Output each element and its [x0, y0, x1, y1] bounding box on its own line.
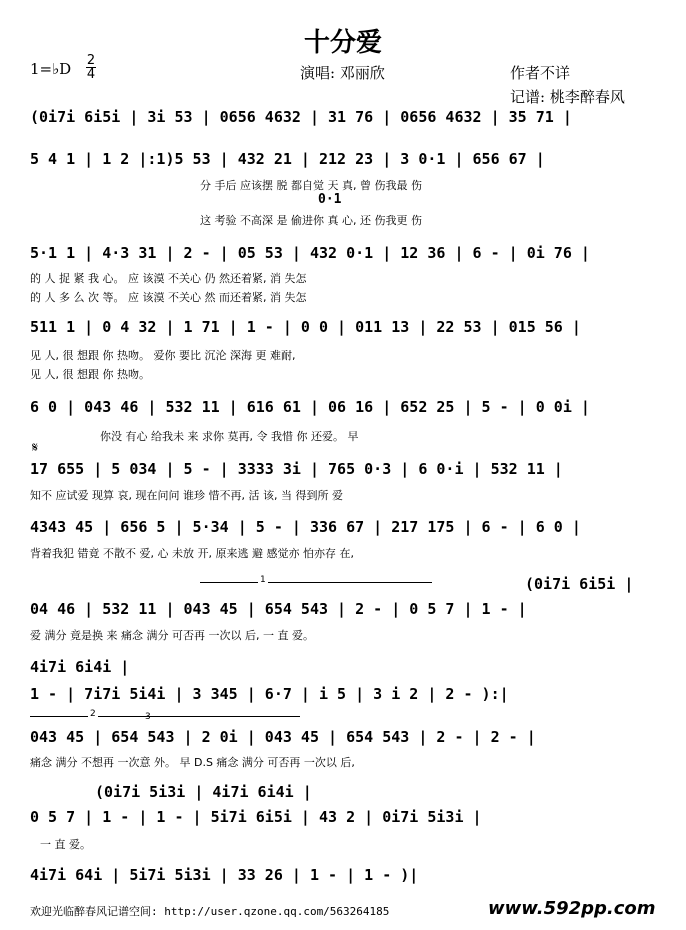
score-line-12: 4i7i 64i | 5i7i 5i3i | 33 26 | 1 - | 1 - )| — [30, 866, 419, 884]
volta-1-bracket — [200, 582, 432, 583]
lyric-line-2: 分 手后 应该摆 脱 都自觉 天 真, 曾 伤我最 伤 — [200, 179, 422, 192]
lyric-line-4a: 见 人, 很 想跟 你 热吻。 爱你 要比 沉沦 深海 更 难耐, — [30, 349, 296, 362]
lyric-line-4b: 见 人, 很 想跟 你 热吻。 — [30, 368, 150, 381]
score-line-5: 6 0 | 043 46 | 532 11 | 616 61 | 06 16 | 652 25 | 5 - | 0 0i | — [30, 398, 590, 416]
score-line-8: 04 46 | 532 11 | 043 45 | 654 543 | 2 - | 0 5 7 | 1 - | — [30, 600, 527, 618]
score-line-6: 17 655 | 5 034 | 5 - | 3333 3i | 765 0·3 | 6 0·i | 532 11 | — [30, 460, 563, 478]
singer-credit: 演唱: 邓丽欣 — [300, 64, 385, 82]
score-line-10: 043 45 | 654 543 | 2 0i | 043 45 | 654 543 | 2 - | 2 - | — [30, 728, 536, 746]
volta-1-label: 1 — [260, 575, 266, 585]
lyric-line-11: 一 直 爱。 — [40, 838, 91, 851]
score-line-2-alt: 0·1 — [318, 192, 342, 207]
score-line-2: 5 4 1 | 1 2 |:1)5 53 | 432 21 | 212 23 | 3 0·1 | 656 67 | — [30, 150, 545, 168]
song-title: 十分爱 — [303, 28, 382, 58]
lyric-line-7: 背着我犯 错竟 不散不 爱, 心 未放 开, 原来逃 避 感觉亦 怕亦存 在, — [30, 547, 354, 560]
score-line-1: (0i7i 6i5i | 3i 53 | 0656 4632 | 31 76 | 0656 4632 | 35 71 | — [30, 108, 572, 126]
composer-credit: 作者不详 — [510, 64, 571, 82]
time-signature — [86, 54, 96, 81]
score-line-4: 511 1 | 0 4 32 | 1 71 | 1 - | 0 0 | 011 13 | 22 53 | 015 56 | — [30, 318, 581, 336]
key-signature: 1=♭D — [30, 60, 72, 78]
paren-group-2: 4i7i 6i4i | — [30, 658, 130, 676]
lyric-line-5: 你没 有心 给我未 来 求你 莫再, 令 我惜 你 还爱。 早 — [100, 430, 359, 443]
site-watermark: www.592pp.com — [488, 898, 656, 919]
lyric-line-3b: 的 人 多 么 次 等。 应 该漠 不关心 然 而还着紧, 消 失怎 — [30, 291, 307, 304]
score-line-9: 1 - | 7i7i 5i4i | 3 345 | 6·7 | i 5 | 3 i 2 | 2 - ):| — [30, 685, 509, 703]
paren-group-3: (0i7i 5i3i | 4i7i 6i4i | — [95, 783, 312, 801]
footer-text: 欢迎光临醉春风记谱空间: http://user.qzone.qq.com/563264185 — [30, 905, 390, 918]
score-line-11: 0 5 7 | 1 - | 1 - | 5i7i 6i5i | 43 2 | 0i7i 5i3i | — [30, 808, 482, 826]
segno-sign: 𝄋 — [32, 440, 39, 456]
lyric-line-10: 痛念 满分 不想再 一次意 外。 早 D.S 痛念 满分 可否再 一次以 后, — [30, 756, 355, 769]
lyric-line-2-alt: 这 考验 不高深 是 偷进你 真 心, 还 伤我更 伤 — [200, 214, 422, 227]
time-signature-top: 2 — [86, 53, 96, 68]
volta-2-bracket — [30, 716, 300, 717]
score-line-7: 4343 45 | 656 5 | 5·34 | 5 - | 336 67 | 217 175 | 6 - | 6 0 | — [30, 518, 581, 536]
time-signature-bottom: 4 — [86, 67, 96, 82]
transcriber-credit: 记谱: 桃李醉春风 — [510, 88, 625, 106]
lyric-line-3a: 的 人 捉 紧 我 心。 应 该漠 不关心 仍 然还着紧, 消 失怎 — [30, 272, 307, 285]
score-line-3: 5·1 1 | 4·3 31 | 2 - | 05 53 | 432 0·1 | 12 36 | 6 - | 0i 76 | — [30, 244, 590, 262]
lyric-line-6: 知不 应试爱 现算 哀, 现在问问 谁珍 惜不再, 活 该, 当 得到所 爱 — [30, 489, 343, 502]
lyric-line-8: 爱 满分 竟是换 来 痛念 满分 可否再 一次以 后, 一 直 爱。 — [30, 629, 314, 642]
volta-2-label: 2 — [90, 709, 96, 719]
paren-group-1: (0i7i 6i5i | — [525, 575, 634, 593]
triplet-mark-1: 3 — [145, 712, 151, 722]
